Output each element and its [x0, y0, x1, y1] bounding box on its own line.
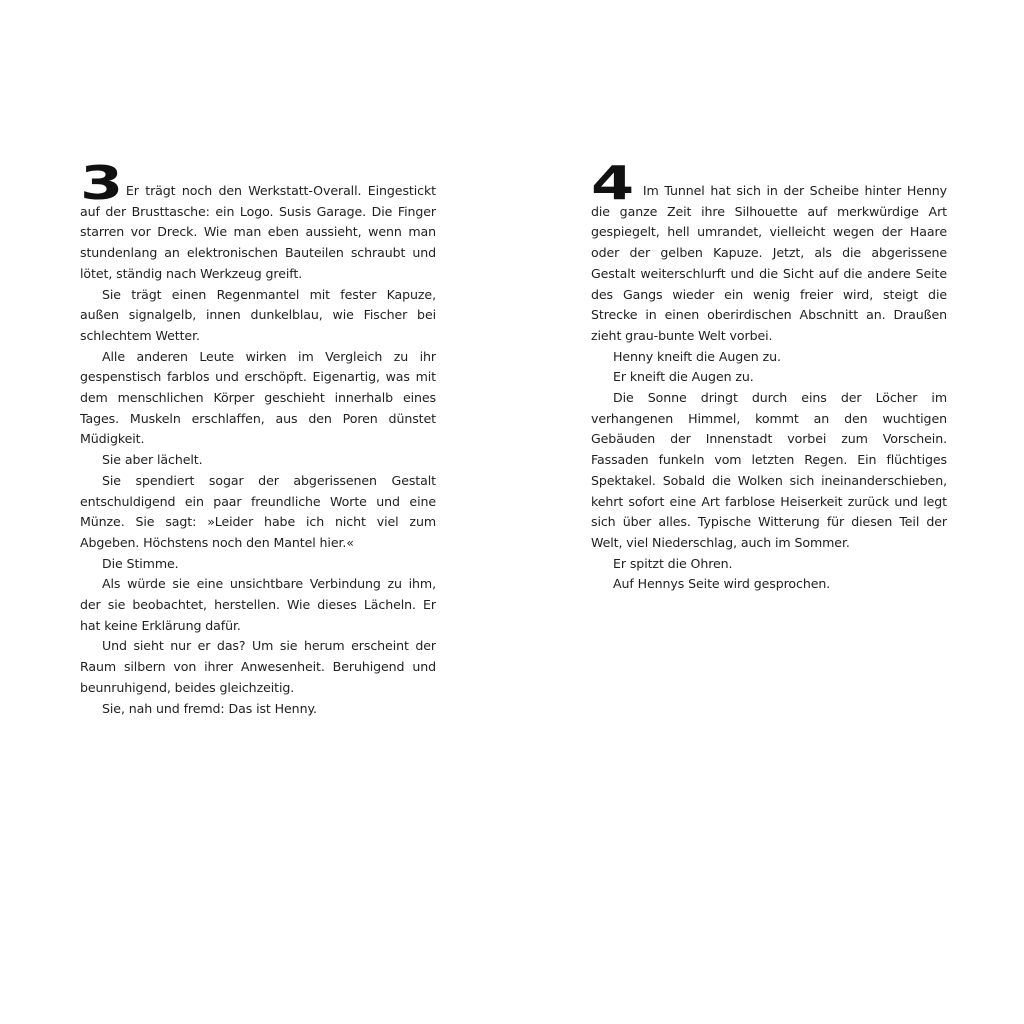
paragraph-1: 4 Im Tunnel hat sich in der Scheibe hinter Henny die ganze Zeit ihre Silhouette auf merkwürdige Art gespiegelt, hell umrandet, vielleicht wegen der Haare oder der gelben Kapuze. Jetzt, als die abgerissene Gestalt weiterschlurft und die Sicht auf die andere Seite des Gangs wieder ein wenig freier wird, steigt die Strecke in einen oberirdischen Abschnitt an. Draußen zieht grau-bunte Welt vorbei.	[591, 156, 947, 343]
paragraph-6: Auf Hennys Seite wird gesprochen.	[613, 576, 831, 592]
paragraph-2: Sie trägt einen Regenmantel mit fester Kapuze, außen signalgelb, innen dunkelblau, wie Fischer bei schlechtem Wetter.	[80, 286, 436, 343]
chapter-number-3: 3	[80, 156, 124, 210]
paragraph-2: Henny kneift die Augen zu.	[613, 348, 781, 364]
paragraph-5: Er spitzt die Ohren.	[613, 555, 733, 571]
paragraph-3: Er kneift die Augen zu.	[613, 369, 754, 385]
paragraph-8: Und sieht nur er das? Um sie herum erscheint der Raum silbern von ihrer Anwesenheit. Beruhigend und beunruhigend, beides gleichzeitig.	[80, 638, 436, 695]
paragraph-3: Alle anderen Leute wirken im Vergleich zu ihr gespenstisch farblos und erschöpft. Eigenartig, was mit dem menschlichen Körper geschieht innerhalb eines Tages. Muskeln erschlaffen, aus den Poren dünstet Müdigkeit.	[80, 348, 436, 447]
right-column	[591, 156, 947, 595]
paragraph-6: Die Stimme.	[102, 555, 179, 571]
paragraph-4: Die Sonne dringt durch eins der Löcher im verhangenen Himmel, kommt an den wuchtigen Gebäuden der Innenstadt vorbei zum Vorschein. Fassaden funkeln vom letzten Regen. Ein flüchtiges Spektakel. Sobald die Wolken sich ineinanderschieben, kehrt sofort eine Art farblose Heiserkeit zurück und legt sich über alles. Typische Witterung für diesen Teil der Welt, viel Niederschlag, auch im Sommer.	[591, 390, 947, 550]
paragraph-9: Sie, nah und fremd: Das ist Henny.	[102, 700, 317, 716]
chapter-number-4: 4	[591, 156, 635, 210]
left-column	[80, 156, 436, 719]
paragraph-5: Sie spendiert sogar der abgerissenen Gestalt entschuldigend ein paar freundliche Worte und eine Münze. Sie sagt: »Leider habe ich nicht viel zum Abgeben. Höchstens noch den Mantel hier.«	[80, 472, 436, 550]
paragraph-4: Sie aber lächelt.	[102, 452, 203, 468]
paragraph-7: Als würde sie eine unsichtbare Verbindung zu ihm, der sie beobachtet, herstellen. Wie dieses Lächeln. Er hat keine Erklärung dafür.	[80, 576, 436, 633]
paragraph-1: 3 Er trägt noch den Werkstatt-Overall. Eingestickt auf der Brusttasche: ein Logo. Susis Garage. Die Finger starren vor Dreck. Wie man eben aussieht, wenn man stundenlang an elektronischen Bauteilen schraubt und lötet, ständig nach Werkzeug greift.	[80, 156, 436, 281]
